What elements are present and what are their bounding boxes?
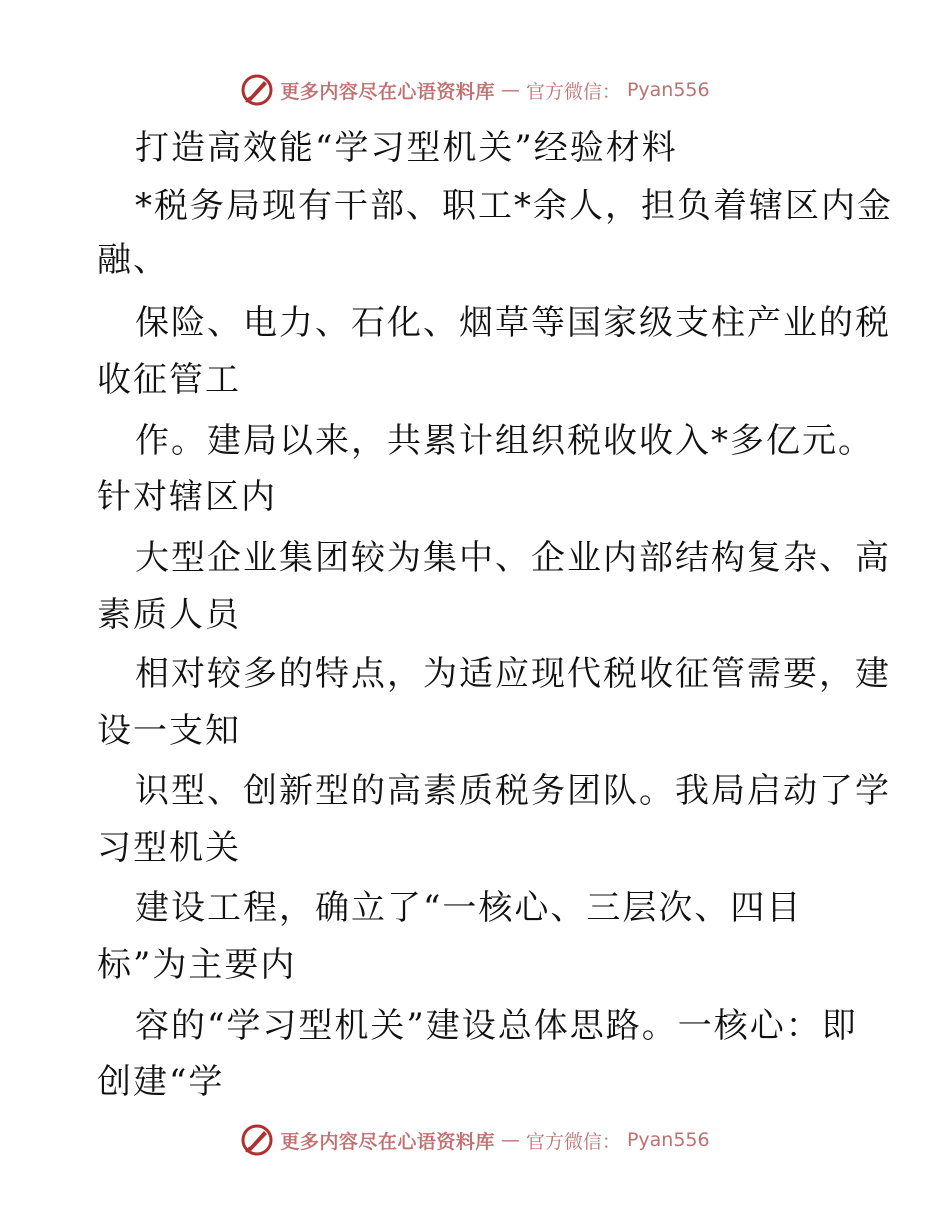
- footer-watermark: [0, 1120, 950, 1160]
- watermark-brand: 更多内容尽在心语资料库: [280, 80, 495, 103]
- watermark-official: 官方微信：: [525, 1130, 621, 1153]
- text-line: 针对辖区内: [97, 477, 277, 517]
- text-line: *税务局现有干部、职工*余人，担负着辖区内金: [135, 186, 893, 226]
- text-line: 保险、电力、石化、烟草等国家级支柱产业的税: [135, 303, 891, 343]
- watermark-brand: 更多内容尽在心语资料库: [280, 1130, 495, 1153]
- header-watermark: [0, 70, 950, 110]
- text-line: 作。建局以来，共累计组织税收收入*多亿元。: [135, 421, 874, 461]
- text-line: 设一支知: [97, 711, 241, 751]
- watermark-id: Pyan556: [626, 1129, 710, 1151]
- text-line: 融、: [97, 240, 169, 280]
- quill-logo-icon: [240, 1123, 274, 1157]
- text-line: 建设工程，确立了“一核心、三层次、四目: [135, 888, 803, 928]
- text-line: 相对较多的特点，为适应现代税收征管需要，建: [135, 654, 891, 694]
- watermark-official: 官方微信：: [525, 80, 621, 103]
- document-title: 打造高效能“学习型机关”经验材料: [135, 128, 678, 168]
- text-line: 容的“学习型机关”建设总体思路。一核心：即: [135, 1006, 858, 1046]
- text-line: 标”为主要内: [97, 945, 297, 985]
- watermark-dash: —: [500, 79, 520, 101]
- text-line: 收征管工: [97, 360, 241, 400]
- text-line: 创建“学: [97, 1062, 225, 1102]
- quill-logo-icon: [240, 73, 274, 107]
- watermark-id: Pyan556: [626, 79, 710, 101]
- text-line: 素质人员: [97, 595, 241, 635]
- text-line: 识型、创新型的高素质税务团队。我局启动了学: [135, 771, 891, 811]
- text-line: 大型企业集团较为集中、企业内部结构复杂、高: [135, 538, 891, 578]
- text-line: 习型机关: [97, 828, 241, 868]
- watermark-dash: —: [500, 1129, 520, 1151]
